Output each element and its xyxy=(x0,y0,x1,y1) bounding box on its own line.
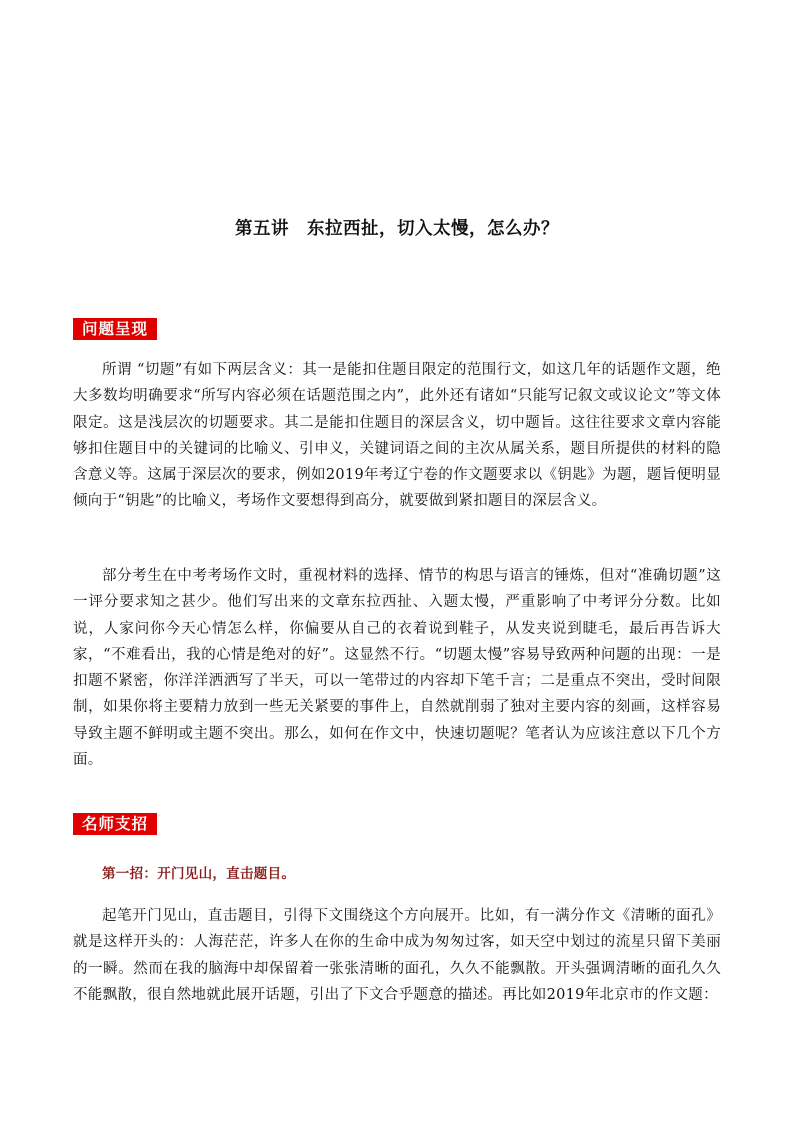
paragraph-tip-one: 起笔开门见山，直击题目，引得下文围绕这个方向展开。比如，有一满分作文《清晰的面孔》就是这样开头的：人海茫茫，许多人在你的生命中成为匆匆过客，如天空中划过的流星只留下美丽的一瞬。然而在我的脑海中却保留着一张张清晰的面孔，久久不能飘散。开头强调清晰的面孔久久不能飘散，很自然地就此展开话题，引出了下文合乎题意的描述。再比如2019年北京市的作文题： xyxy=(73,908,721,1003)
page-title: 第五讲 东拉西扯，切入太慢，怎么办？ xyxy=(235,219,559,239)
tip-subheading: 第一招：开门见山，直击题目。 xyxy=(102,866,296,882)
section-label-problem: 问题呈现 xyxy=(73,318,157,340)
section-label-tips: 名师支招 xyxy=(73,813,157,835)
paragraph-definition: 所谓 “切题”有如下两层含义：其一是能扣住题目限定的范围行文，如这几年的话题作文题，绝大多数均明确要求“所写内容必须在话题范围之内”，此外还有诸如“只能写记叙文或议论文”等文体限定。这是浅层次的切题要求。其二是能扣住题目的深层含义，切中题旨。这往往要求文章内容能够扣住题目中的关键词的比喻义、引申义，关键词语之间的主次从属关系，题目所提供的材料的隐含意义等。这属于深层次的要求，例如2019年考辽宁卷的作文题要求以《钥匙》为题，题旨便明显倾向于“钥匙”的比喻义，考场作文要想得到高分，就要做到紧扣题目的深层含义。 xyxy=(73,362,721,510)
paragraph-problem: 部分考生在中考考场作文时，重视材料的选择、情节的构思与语言的锤炼，但对“准确切题”这一评分要求知之甚少。他们写出来的文章东拉西扯、入题太慢，严重影响了中考评分分数。比如说，人家问你今天心情怎么样，你偏要从自己的衣着说到鞋子，从发夹说到睫毛，最后再告诉大家，“不难看出，我的心情是绝对的好”。这显然不行。“切题太慢”容易导致两种问题的出现：一是扣题不紧密，你洋洋洒洒写了半天，可以一笔带过的内容却下笔千言；二是重点不突出，受时间限制，如果你将主要精力放到一些无关紧要的事件上，自然就削弱了独对主要内容的刻画，这样容易导致主题不鲜明或主题不突出。那么，如何在作文中，快速切题呢？笔者认为应该注意以下几个方面。 xyxy=(73,568,721,769)
